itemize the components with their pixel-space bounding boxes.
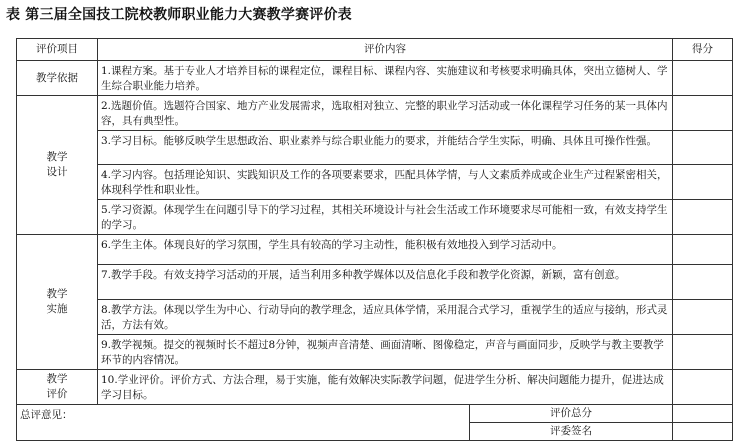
criterion-2: 2.选题价值。选题符合国家、地方产业发展需求，选取相对独立、完整的职业学习活动或一体化课程学习任务的某一具体内容，具有典型性。 [98, 96, 673, 131]
header-score: 得分 [673, 39, 733, 61]
judge-signature-cell[interactable] [673, 423, 733, 441]
category-implementation [17, 235, 98, 370]
category-implementation-label: 教学实施 [46, 288, 68, 315]
evaluation-table [16, 38, 733, 441]
table-row [17, 61, 733, 96]
score-cell[interactable] [673, 265, 733, 300]
score-cell[interactable] [673, 96, 733, 131]
document-title: 表 第三届全国技工院校教师职业能力大赛教学赛评价表 [6, 7, 352, 23]
score-cell[interactable] [673, 370, 733, 405]
total-score-label: 评价总分 [470, 405, 673, 423]
category-evaluation-label: 教学评价 [46, 373, 68, 400]
table-row [17, 96, 733, 131]
header-row [17, 39, 733, 61]
score-cell[interactable] [673, 165, 733, 200]
criterion-9: 9.教学视频。提交的视频时长不超过8分钟，视频声音清楚、画面清晰、图像稳定，声音与画面同步，反映学与教主要教学环节的内容情况。 [98, 335, 673, 370]
score-cell[interactable] [673, 131, 733, 165]
criterion-4: 4.学习内容。包括理论知识、实践知识及工作的各项要素要求，匹配具体学情，与人文素质养成或企业生产过程紧密相关，体现科学性和职业性。 [98, 165, 673, 200]
overall-comment-field[interactable] [17, 405, 470, 441]
header-content: 评价内容 [98, 39, 673, 61]
footer-row-total [17, 405, 733, 423]
score-cell[interactable] [673, 335, 733, 370]
criterion-5: 5.学习资源。体现学生在问题引导下的学习过程，其相关环境设计与社会生活或工作环境要求尽可能相一致，有效支持学生的学习。 [98, 200, 673, 235]
table-row [17, 300, 733, 335]
table-row [17, 370, 733, 405]
criterion-7: 7.教学手段。有效支持学习活动的开展，适当利用多种教学媒体以及信息化手段和教学化资源，新颖，富有创意。 [98, 265, 673, 300]
category-basis: 教学依据 [17, 61, 98, 96]
table-row [17, 235, 733, 265]
table-row [17, 200, 733, 235]
criterion-3: 3.学习目标。能够反映学生思想政治、职业素养与综合职业能力的要求，并能结合学生实际，明确、具体且可操作性强。 [98, 131, 673, 165]
score-cell[interactable] [673, 235, 733, 265]
category-design [17, 96, 98, 235]
criterion-6: 6.学生主体。体现良好的学习氛围，学生具有较高的学习主动性，能积极有效地投入到学习活动中。 [98, 235, 673, 265]
criterion-1: 1.课程方案。基于专业人才培养目标的课程定位，课程目标、课程内容、实施建议和考核要求明确具体，突出立德树人、学生综合职业能力培养。 [98, 61, 673, 96]
criterion-8: 8.教学方法。体现以学生为中心、行动导向的教学理念，适应具体学情，采用混合式学习，重视学生的适应与接纳，形式灵活，方法有效。 [98, 300, 673, 335]
table-row [17, 131, 733, 165]
overall-comment-label: 总评意见： [20, 409, 73, 421]
category-evaluation [17, 370, 98, 405]
table-row [17, 335, 733, 370]
table-row [17, 265, 733, 300]
score-cell[interactable] [673, 61, 733, 96]
criterion-10: 10.学业评价。评价方式、方法合理，易于实施，能有效解决实际教学问题，促进学生分析、解决问题能力提升，促进达成学习目标。 [98, 370, 673, 405]
table-row [17, 165, 733, 200]
total-score-cell[interactable] [673, 405, 733, 423]
score-cell[interactable] [673, 300, 733, 335]
score-cell[interactable] [673, 200, 733, 235]
header-project: 评价项目 [17, 39, 98, 61]
judge-signature-label: 评委签名 [470, 423, 673, 441]
category-design-label: 教学设计 [46, 151, 68, 178]
